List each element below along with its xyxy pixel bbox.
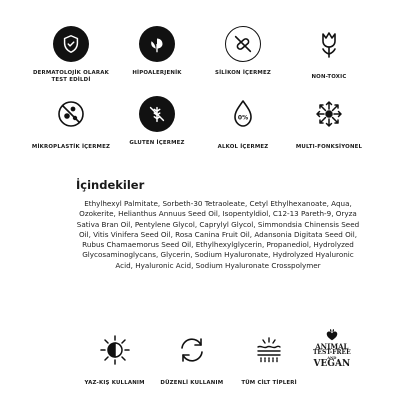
features-row-3 [0, 332, 400, 387]
feature-silicone-free [203, 26, 283, 84]
ingredients-title: İçindekiler [76, 178, 145, 192]
feature-microplastic-free [31, 96, 111, 151]
feature-label: TÜM CİLT TİPLERİ [241, 380, 297, 386]
feature-regular-use [153, 332, 230, 387]
features-row-1 [0, 26, 400, 84]
feature-alcohol-free [203, 96, 283, 151]
no-microplastic-icon [53, 96, 89, 136]
no-gluten-icon [139, 96, 175, 132]
vegan-badge [308, 328, 356, 387]
sun-snow-icon [97, 332, 133, 372]
flower-icon [311, 26, 347, 66]
feature-label: DÜZENLİ KULLANIM [160, 380, 224, 386]
ingredients-section [76, 178, 360, 271]
feature-label: DERMATOLOJİK OLARAK TEST EDİLDİ [32, 70, 110, 83]
feature-hypoallergenic [117, 26, 197, 84]
multi-arrows-icon [311, 96, 347, 136]
leaves-icon [139, 26, 175, 62]
no-pill-icon [225, 26, 261, 62]
skin-layers-icon [251, 332, 287, 372]
hand-check-icon [53, 26, 89, 62]
feature-gluten-free [117, 96, 197, 151]
feature-label: HİPOALERJENİK [132, 70, 182, 76]
feature-multifunctional [289, 96, 369, 151]
feature-label: ALKOL İÇERMEZ [217, 144, 269, 150]
feature-dermatologically-tested [31, 26, 111, 84]
feature-summer-winter-use [76, 332, 153, 387]
ingredients-list: Ethylhexyl Palmitate, Sorbeth-30 Tetraoleate, Cetyl Ethylhexanoate, Aqua, Ozokerite, Helianthus Annuus Seed Oil, Isopentyldiol, C12-13 Pareth-9, Oryza Sativa Bran Oil, Pentylene Glycol, Caprylyl Glycol, Simmondsia Chinensis Seed Oil, Vitis Vinifera Seed Oil, Rosa Canina Fruit Oil, Adansonia Digitata Seed Oil, Rubus Chamaemorus Seed Oil, Ethylhexylglycerin, Propanediol, Hydrolyzed Glycosaminoglycans, Glycerin, Sodium Hyaluronate, Hydrolyzed Hyaluronic Acid, Hyaluronic Acid, Sodium Hyaluronate Crosspolymer [76, 199, 360, 270]
cycle-arrows-icon [174, 332, 210, 372]
no-alcohol-drop-icon [225, 96, 261, 136]
features-row-2 [0, 96, 400, 151]
feature-label: NON-TOXIC [311, 74, 347, 80]
vegan-line-1: ANIMAL [315, 342, 349, 351]
feature-label: SİLİKON İÇERMEZ [215, 70, 271, 76]
feature-non-toxic [289, 26, 369, 84]
vegan-line-4: VEGAN [313, 359, 351, 370]
feature-label: GLUTEN İÇERMEZ [129, 140, 185, 146]
vegan-line-3: AND [327, 355, 337, 360]
feature-label: YAZ-KIŞ KULLANIM [84, 380, 145, 386]
feature-all-skin-types [230, 332, 307, 387]
feature-label: MİKROPLASTİK İÇERMEZ [31, 144, 111, 150]
bunny-heart-icon [325, 328, 339, 342]
vegan-line-2: TEST-FREE [312, 349, 351, 357]
svg-text:0%: 0% [237, 114, 249, 122]
feature-label: MULTI-FONKSİYONEL [295, 144, 363, 150]
